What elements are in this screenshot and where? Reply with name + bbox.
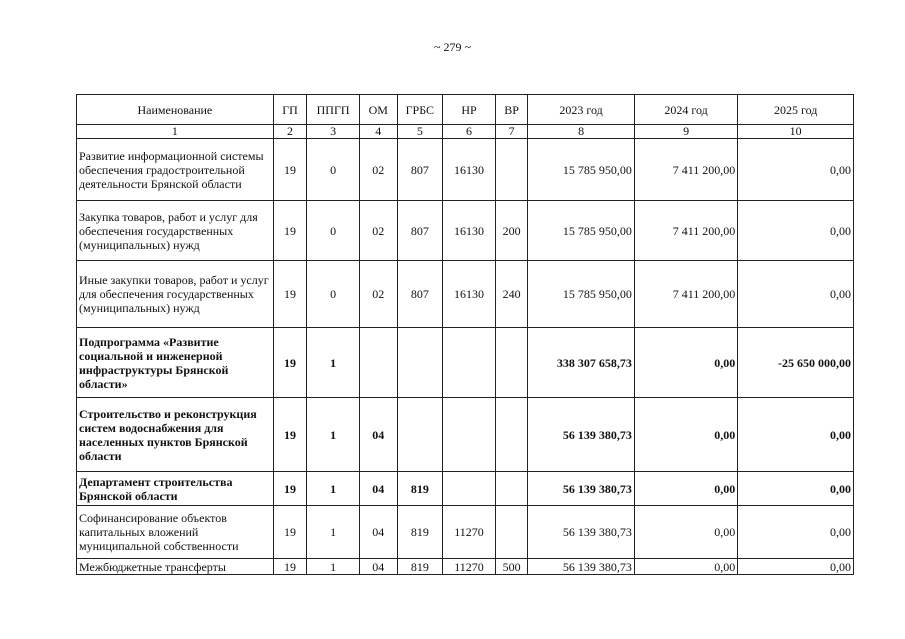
header-ppgp: ППГП [307, 95, 360, 125]
table-row [77, 139, 854, 201]
row-gp: 19 [273, 139, 306, 201]
column-number: 1 [77, 125, 274, 139]
table-row [77, 472, 854, 506]
row-2025: -25 650 000,00 [738, 328, 854, 398]
table-row [77, 506, 854, 559]
row-grbs: 807 [397, 261, 443, 328]
row-2024: 0,00 [634, 559, 737, 575]
row-2025: 0,00 [738, 559, 854, 575]
row-nr: 11270 [443, 559, 496, 575]
row-2023: 15 785 950,00 [528, 139, 635, 201]
row-ppgp: 1 [307, 398, 360, 472]
row-nr: 16130 [443, 139, 496, 201]
row-grbs: 819 [397, 472, 443, 506]
row-2023: 56 139 380,73 [528, 398, 635, 472]
column-number: 9 [634, 125, 737, 139]
row-om: 04 [359, 506, 397, 559]
row-2024: 0,00 [634, 472, 737, 506]
row-vr [495, 328, 527, 398]
row-om: 02 [359, 261, 397, 328]
header-row [77, 95, 854, 125]
table-row [77, 398, 854, 472]
row-2023: 15 785 950,00 [528, 201, 635, 261]
row-name: Межбюджетные трансферты [77, 559, 274, 575]
header-nr: НР [443, 95, 496, 125]
row-om: 04 [359, 398, 397, 472]
header-gp: ГП [273, 95, 306, 125]
row-grbs: 807 [397, 201, 443, 261]
row-nr: 16130 [443, 201, 496, 261]
row-grbs: 819 [397, 506, 443, 559]
table-row [77, 261, 854, 328]
row-2023: 15 785 950,00 [528, 261, 635, 328]
row-gp: 19 [273, 328, 306, 398]
row-2025: 0,00 [738, 472, 854, 506]
row-om: 04 [359, 559, 397, 575]
row-grbs [397, 398, 443, 472]
row-2023: 338 307 658,73 [528, 328, 635, 398]
row-om: 04 [359, 472, 397, 506]
row-name: Закупка товаров, работ и услуг для обеспечения государственных (муниципальных) нужд [77, 201, 274, 261]
row-nr [443, 398, 496, 472]
header-2024: 2024 год [634, 95, 737, 125]
row-vr [495, 506, 527, 559]
table-row [77, 328, 854, 398]
row-ppgp: 0 [307, 139, 360, 201]
row-2024: 7 411 200,00 [634, 261, 737, 328]
row-2023: 56 139 380,73 [528, 506, 635, 559]
header-grbs: ГРБС [397, 95, 443, 125]
row-om [359, 328, 397, 398]
row-vr [495, 139, 527, 201]
column-number: 3 [307, 125, 360, 139]
column-number: 8 [528, 125, 635, 139]
column-number: 2 [273, 125, 306, 139]
row-2024: 7 411 200,00 [634, 139, 737, 201]
row-ppgp: 0 [307, 261, 360, 328]
budget-table [76, 94, 854, 575]
column-number: 7 [495, 125, 527, 139]
header-2025: 2025 год [738, 95, 854, 125]
header-2023: 2023 год [528, 95, 635, 125]
row-2025: 0,00 [738, 261, 854, 328]
row-2023: 56 139 380,73 [528, 472, 635, 506]
column-number: 4 [359, 125, 397, 139]
row-vr [495, 398, 527, 472]
row-nr [443, 472, 496, 506]
row-ppgp: 1 [307, 506, 360, 559]
row-vr [495, 472, 527, 506]
row-2024: 0,00 [634, 398, 737, 472]
column-number: 6 [443, 125, 496, 139]
row-om: 02 [359, 139, 397, 201]
row-ppgp: 1 [307, 559, 360, 575]
header-om: ОМ [359, 95, 397, 125]
row-ppgp: 1 [307, 472, 360, 506]
row-grbs [397, 328, 443, 398]
column-number: 10 [738, 125, 854, 139]
row-vr: 200 [495, 201, 527, 261]
row-vr: 240 [495, 261, 527, 328]
row-nr [443, 328, 496, 398]
row-2024: 7 411 200,00 [634, 201, 737, 261]
row-ppgp: 0 [307, 201, 360, 261]
row-ppgp: 1 [307, 328, 360, 398]
row-name: Подпрограмма «Развитие социальной и инженерной инфраструктуры Брянской области» [77, 328, 274, 398]
row-2023: 56 139 380,73 [528, 559, 635, 575]
row-grbs: 819 [397, 559, 443, 575]
row-2025: 0,00 [738, 398, 854, 472]
row-name: Строительство и реконструкция систем водоснабжения для населенных пунктов Брянской области [77, 398, 274, 472]
row-nr: 11270 [443, 506, 496, 559]
row-gp: 19 [273, 398, 306, 472]
header-vr: ВР [495, 95, 527, 125]
row-name: Софинансирование объектов капитальных вложений муниципальной собственности [77, 506, 274, 559]
row-gp: 19 [273, 472, 306, 506]
row-name: Иные закупки товаров, работ и услуг для обеспечения государственных (муниципальных) нужд [77, 261, 274, 328]
row-gp: 19 [273, 559, 306, 575]
row-name: Развитие информационной системы обеспечения градостроительной деятельности Брянской области [77, 139, 274, 201]
row-2025: 0,00 [738, 139, 854, 201]
table-row [77, 559, 854, 575]
row-2024: 0,00 [634, 328, 737, 398]
row-2025: 0,00 [738, 506, 854, 559]
row-om: 02 [359, 201, 397, 261]
column-number-row [77, 125, 854, 139]
row-nr: 16130 [443, 261, 496, 328]
column-number: 5 [397, 125, 443, 139]
row-gp: 19 [273, 261, 306, 328]
row-name: Департамент строительства Брянской области [77, 472, 274, 506]
row-2024: 0,00 [634, 506, 737, 559]
row-gp: 19 [273, 506, 306, 559]
table-row [77, 201, 854, 261]
row-grbs: 807 [397, 139, 443, 201]
row-vr: 500 [495, 559, 527, 575]
row-gp: 19 [273, 201, 306, 261]
row-2025: 0,00 [738, 201, 854, 261]
header-name: Наименование [77, 95, 274, 125]
page-number: ~ 279 ~ [434, 40, 471, 54]
